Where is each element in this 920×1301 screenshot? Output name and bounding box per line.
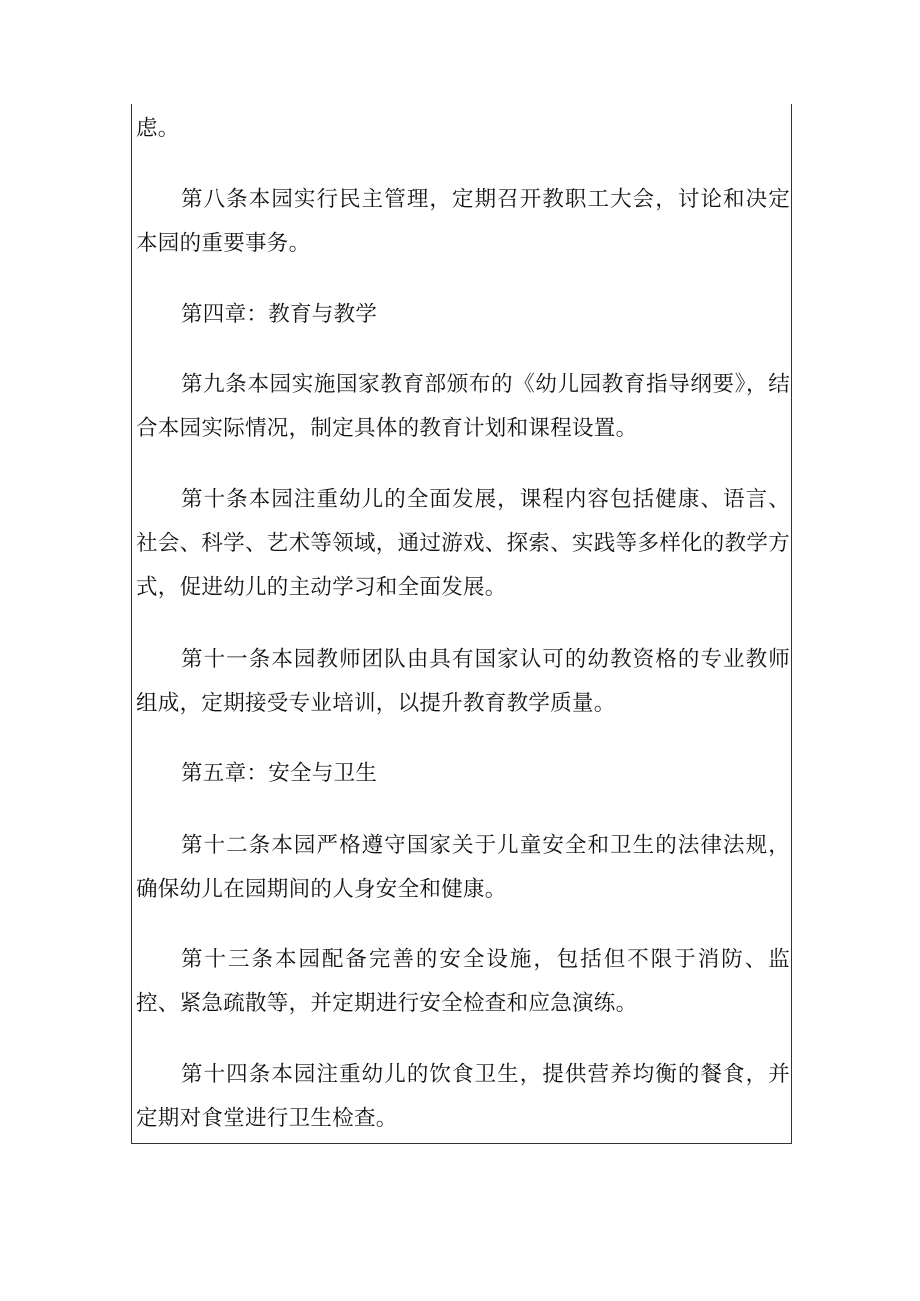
chapter-4-heading: 第四章：教育与教学: [181, 302, 378, 327]
article-14: 第十四条本园注重幼儿的饮食卫生，提供营养均衡的餐食，并定期对食堂进行卫生检查。: [136, 1062, 790, 1131]
article-13: 第十三条本园配备完善的安全设施，包括但不限于消防、监控、紧急疏散等，并定期进行安全检查和应急演练。: [136, 947, 790, 1016]
article-12: 第十二条本园严格遵守国家关于儿童安全和卫生的法律法规，确保幼儿在园期间的人身安全和健康。: [136, 833, 790, 902]
article-8: 第八条本园实行民主管理，定期召开教职工大会，讨论和决定本园的重要事务。: [136, 187, 790, 256]
paragraph-continuation: 虑。: [136, 116, 180, 141]
article-11: 第十一条本园教师团队由具有国家认可的幼教资格的专业教师组成，定期接受专业培训，以提升教育教学质量。: [136, 647, 790, 716]
article-10: 第十条本园注重幼儿的全面发展，课程内容包括健康、语言、社会、科学、艺术等领域，通过游戏、探索、实践等多样化的教学方式，促进幼儿的主动学习和全面发展。: [136, 487, 791, 600]
chapter-5-heading: 第五章：安全与卫生: [181, 761, 378, 786]
article-9: 第九条本园实施国家教育部颁布的《幼儿园教育指导纲要》，结合本园实际情况，制定具体的教育计划和课程设置。: [136, 372, 790, 441]
